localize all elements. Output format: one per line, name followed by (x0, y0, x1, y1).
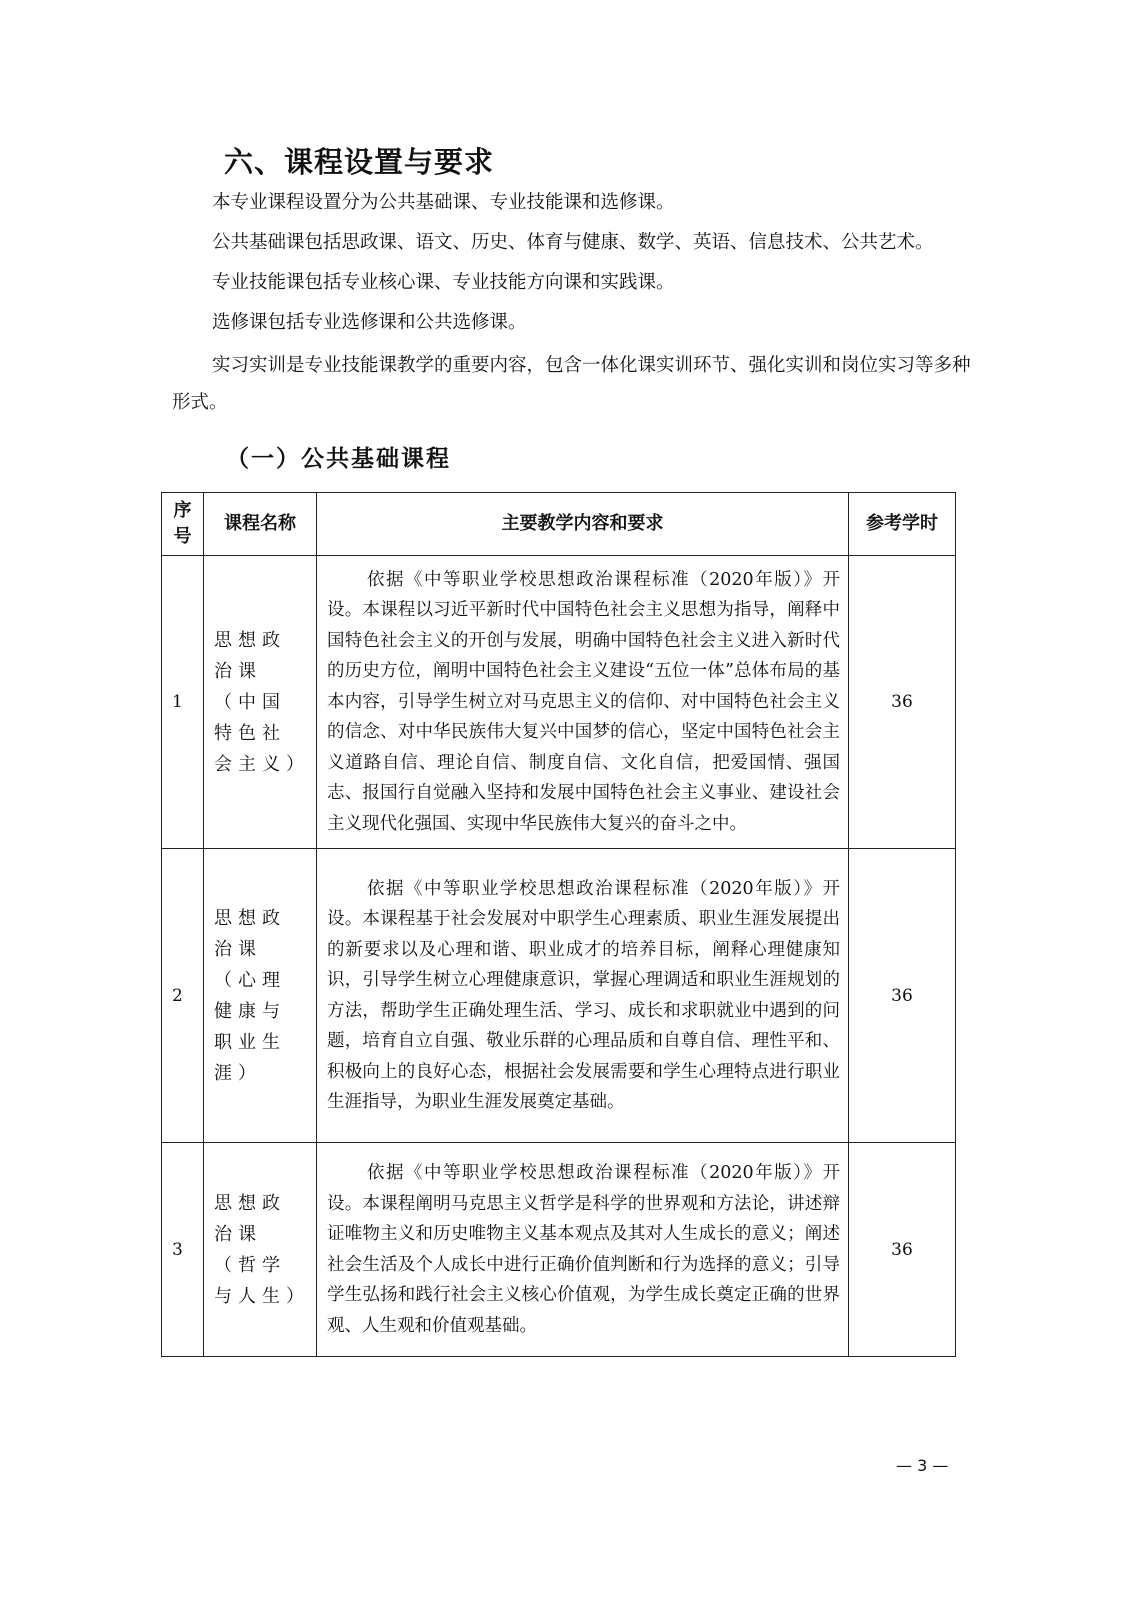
row-course-name (204, 849, 317, 1143)
course-name-main: 思想政治课 (214, 1192, 286, 1245)
row-content: 依据《中等职业学校思想政治课程标准（2020年版）》开设。本课程基于社会发展对中职学生心理素质、职业生涯发展提出的新要求以及心理和谐、职业成才的培养目标，阐释心理健康知识，引导学生树立心理健康意识，掌握心理调适和职业生涯规划的方法，帮助学生正确处理生活、学习、成长和求职就业中遇到的问题，培育自立自强、敬业乐群的心理品质和自尊自信、理性平和、积极向上的良好心态，根据社会发展需要和学生心理特点进行职业生涯指导，为职业生涯发展奠定基础。 (317, 849, 849, 1143)
course-name-sub: （中国特色社会主义） (214, 691, 310, 775)
header-course-name: 课程名称 (204, 493, 317, 556)
row-course-name (204, 1143, 317, 1357)
subsection-heading: （一）公共基础课程 (226, 446, 451, 472)
course-name-sub: （哲学与人生） (214, 1254, 310, 1307)
course-name-sub: （心理健康与职业生涯） (214, 969, 286, 1084)
table-row (162, 556, 956, 849)
course-name-main: 思想政治课 (214, 629, 286, 682)
header-seq: 序号 (162, 493, 204, 556)
paragraph-1: 本专业课程设置分为公共基础课、专业技能课和选修课。 (212, 192, 675, 213)
paragraph-3: 专业技能课包括专业核心课、专业技能方向课和实践课。 (212, 272, 675, 293)
page-number: — 3 — (896, 1456, 949, 1475)
row-hours: 36 (849, 1143, 956, 1357)
header-hours: 参考学时 (849, 493, 956, 556)
course-table (161, 492, 956, 1357)
row-seq: 1 (162, 556, 204, 849)
course-name-main: 思想政治课 (214, 907, 286, 960)
section-heading: 六、课程设置与要求 (224, 145, 495, 179)
paragraph-5: 实习实训是专业技能课教学的重要内容，包含一体化课实训环节、强化实训和岗位实习等多种形式。 (172, 355, 971, 413)
row-seq: 2 (162, 849, 204, 1143)
table-header-row (162, 493, 956, 556)
row-hours: 36 (849, 556, 956, 849)
row-content: 依据《中等职业学校思想政治课程标准（2020年版）》开设。本课程以习近平新时代中国特色社会主义思想为指导，阐释中国特色社会主义的开创与发展，明确中国特色社会主义进入新时代的历史方位，阐明中国特色社会主义建设“五位一体”总体布局的基本内容，引导学生树立对马克思主义的信仰、对中国特色社会主义的信念、对中华民族伟大复兴中国梦的信心，坚定中国特色社会主义道路自信、理论自信、制度自信、文化自信，把爱国情、强国志、报国行自觉融入坚持和发展中国特色社会主义事业、建设社会主义现代化强国、实现中华民族伟大复兴的奋斗之中。 (317, 556, 849, 849)
row-course-name (204, 556, 317, 849)
paragraph-4: 选修课包括专业选修课和公共选修课。 (212, 312, 527, 333)
row-hours: 36 (849, 849, 956, 1143)
header-content: 主要教学内容和要求 (317, 493, 849, 556)
row-content: 依据《中等职业学校思想政治课程标准（2020年版）》开设。本课程阐明马克思主义哲学是科学的世界观和方法论，讲述辩证唯物主义和历史唯物主义基本观点及其对人生成长的意义；阐述社会生活及个人成长中进行正确价值判断和行为选择的意义；引导学生弘扬和践行社会主义核心价值观，为学生成长奠定正确的世界观、人生观和价值观基础。 (317, 1143, 849, 1357)
table-row (162, 1143, 956, 1357)
paragraph-2: 公共基础课包括思政课、语文、历史、体育与健康、数学、英语、信息技术、公共艺术。 (212, 232, 934, 253)
row-seq: 3 (162, 1143, 204, 1357)
table-row (162, 849, 956, 1143)
